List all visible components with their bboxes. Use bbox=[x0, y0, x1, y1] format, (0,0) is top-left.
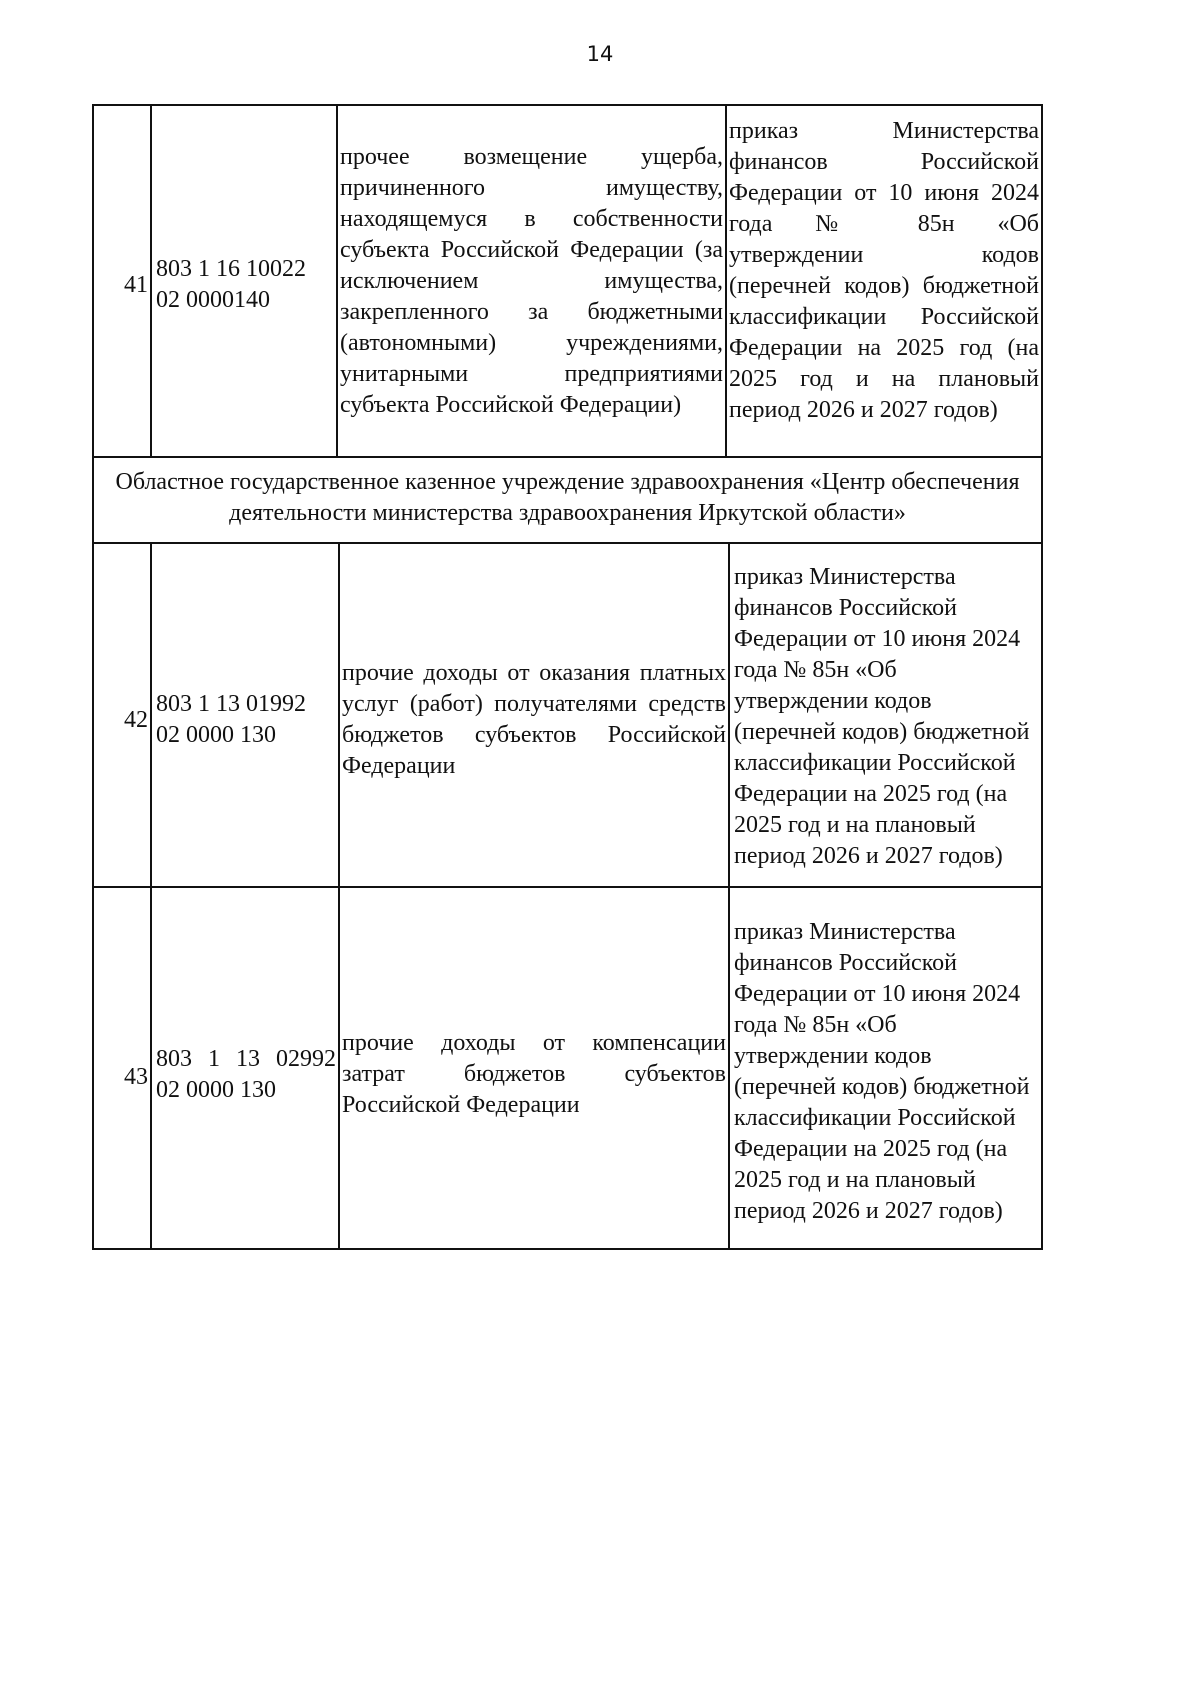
column-separator bbox=[150, 104, 152, 458]
basis-line: утверждении кодов bbox=[729, 242, 1039, 268]
basis-line: Федерации от 10 июня 2024 bbox=[734, 981, 1021, 1007]
table-border-top bbox=[92, 104, 1043, 106]
description-line: исключением имущества, bbox=[340, 268, 723, 294]
row-number: 41 bbox=[124, 272, 148, 298]
row-separator bbox=[92, 456, 1043, 458]
basis-line: период 2026 и 2027 годов) bbox=[734, 1198, 1003, 1224]
legal-basis bbox=[734, 917, 1039, 1227]
basis-line: (перечней кодов) бюджетной bbox=[729, 273, 1039, 299]
row-number: 42 bbox=[124, 707, 148, 733]
description-line: Федерации bbox=[342, 753, 456, 779]
basis-line: период 2026 и 2027 годов) bbox=[729, 397, 998, 423]
budget-code bbox=[156, 689, 336, 751]
basis-line: финансов Российской bbox=[734, 950, 957, 976]
basis-line: Федерации от 10 июня 2024 bbox=[734, 626, 1021, 652]
table-border-right bbox=[1041, 104, 1043, 1250]
basis-line: года № 85н «Об bbox=[734, 1012, 897, 1038]
basis-line: Федерации на 2025 год (на bbox=[734, 1136, 1008, 1162]
section-header bbox=[96, 467, 1039, 529]
column-separator bbox=[336, 104, 338, 458]
description-line: затрат бюджетов субъектов bbox=[342, 1061, 726, 1087]
basis-line: приказ Министерства bbox=[734, 564, 956, 590]
budget-code-line: 02 0000 130 bbox=[156, 1077, 276, 1103]
income-description bbox=[342, 1028, 726, 1121]
basis-line: финансов Российской bbox=[734, 595, 957, 621]
column-separator bbox=[338, 542, 340, 1250]
basis-line: утверждении кодов bbox=[734, 1043, 932, 1069]
description-line: субъекта Российской Федерации) bbox=[340, 392, 682, 418]
table-border-bottom bbox=[92, 1248, 1043, 1250]
page-number: 14 bbox=[586, 42, 614, 66]
row-number: 43 bbox=[124, 1064, 148, 1090]
budget-code-line: 803 1 16 10022 bbox=[156, 256, 306, 282]
basis-line: (перечней кодов) бюджетной bbox=[734, 719, 1030, 745]
basis-line: 2025 год и на плановый bbox=[734, 812, 976, 838]
description-line: прочее возмещение ущерба, bbox=[340, 144, 723, 170]
basis-line: финансов Российской bbox=[729, 149, 1039, 175]
column-separator bbox=[725, 104, 727, 458]
column-separator bbox=[150, 542, 152, 1250]
budget-code bbox=[156, 1044, 336, 1106]
description-line: субъекта Российской Федерации (за bbox=[340, 237, 723, 263]
budget-code-line: 02 0000140 bbox=[156, 287, 270, 313]
legal-basis bbox=[729, 116, 1039, 426]
basis-line: классификации Российской bbox=[734, 1105, 1016, 1131]
description-line: причиненного имуществу, bbox=[340, 175, 723, 201]
basis-line: приказ Министерства bbox=[734, 919, 956, 945]
description-line: бюджетов субъектов Российской bbox=[342, 722, 726, 748]
basis-line: 2025 год и на плановый bbox=[734, 1167, 976, 1193]
section-header-line: деятельности министерства здравоохранения Иркутской области» bbox=[229, 500, 906, 526]
description-line: услуг (работ) получателями средств bbox=[342, 691, 726, 717]
basis-line: классификации Российской bbox=[734, 750, 1016, 776]
income-description bbox=[342, 658, 726, 782]
income-description bbox=[340, 142, 723, 421]
basis-line: приказ Министерства bbox=[729, 118, 1039, 144]
basis-line: Федерации от 10 июня 2024 bbox=[729, 180, 1039, 206]
basis-line: (перечней кодов) бюджетной bbox=[734, 1074, 1030, 1100]
row-separator bbox=[92, 886, 1043, 888]
basis-line: года № 85н «Об bbox=[734, 657, 897, 683]
budget-code-line: 02 0000 130 bbox=[156, 722, 276, 748]
description-line: закрепленного за бюджетными bbox=[340, 299, 723, 325]
description-line: прочие доходы от компенсации bbox=[342, 1030, 726, 1056]
row-separator bbox=[92, 542, 1043, 544]
basis-line: 2025 год и на плановый bbox=[729, 366, 1039, 392]
revenue-codes-table bbox=[92, 104, 1043, 1250]
description-line: находящемуся в собственности bbox=[340, 206, 723, 232]
basis-line: года № 85н «Об bbox=[729, 211, 1039, 237]
budget-code bbox=[156, 254, 334, 316]
section-header-line: Областное государственное казенное учреждение здравоохранения «Центр обеспечения bbox=[115, 469, 1020, 495]
description-line: прочие доходы от оказания платных bbox=[342, 660, 726, 686]
budget-code-line: 803 1 13 02992 bbox=[156, 1046, 336, 1072]
description-line: (автономными) учреждениями, bbox=[340, 330, 723, 356]
basis-line: Федерации на 2025 год (на bbox=[734, 781, 1008, 807]
basis-line: классификации Российской bbox=[729, 304, 1039, 330]
basis-line: утверждении кодов bbox=[734, 688, 932, 714]
legal-basis bbox=[734, 562, 1039, 872]
description-line: Российской Федерации bbox=[342, 1092, 580, 1118]
description-line: унитарными предприятиями bbox=[340, 361, 723, 387]
budget-code-line: 803 1 13 01992 bbox=[156, 691, 306, 717]
basis-line: период 2026 и 2027 годов) bbox=[734, 843, 1003, 869]
basis-line: Федерации на 2025 год (на bbox=[729, 335, 1039, 361]
column-separator bbox=[728, 542, 730, 1250]
